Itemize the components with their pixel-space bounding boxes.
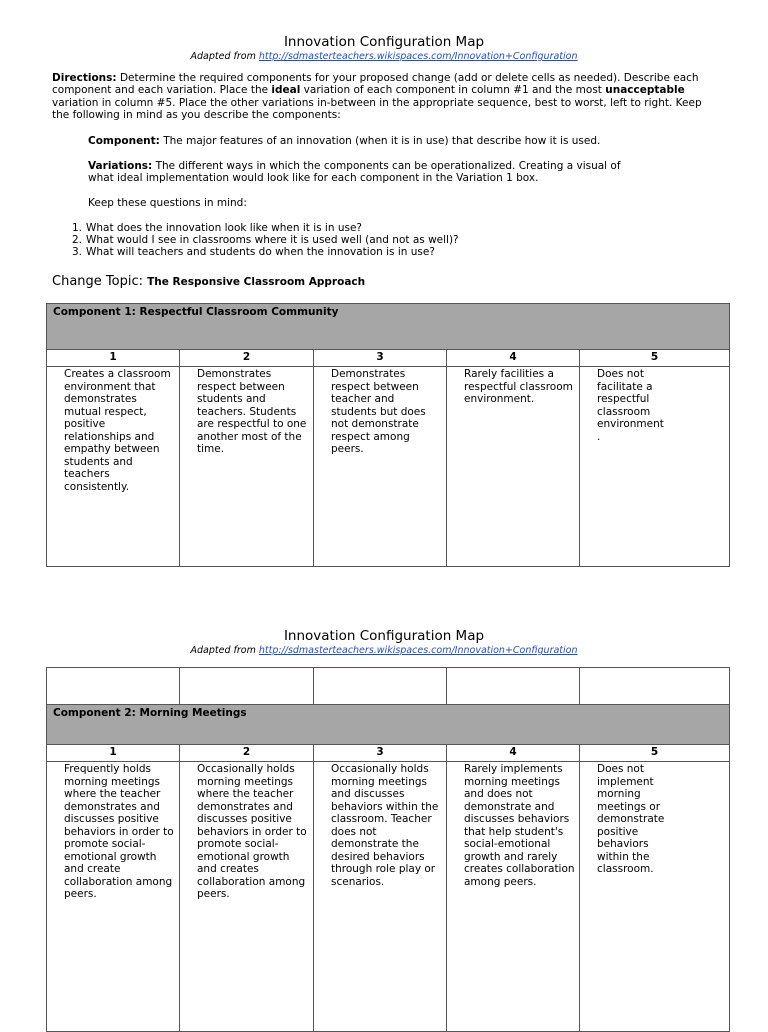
component-text: The major features of an innovation (when it is in use) that describe how it is used. <box>159 135 601 147</box>
variation-number: 2 <box>180 350 314 367</box>
variation-3-cell: Occasionally holds morning meetings and discusses behaviors within the classroom. Teacher does not demonstrate the desired behaviors through role play or scenarios. <box>314 762 447 1032</box>
empty-cell <box>180 668 314 705</box>
variations-label: Variations: <box>88 160 153 172</box>
page-title: Innovation Configuration Map <box>283 34 485 50</box>
variations-text: The different ways in which the components can be operationalized. Creating a visual of what ideal implementation would look like for each component in the Variation 1 box. <box>88 160 621 185</box>
component-1-table <box>46 303 730 567</box>
component-2-title: Component 2: Morning Meetings <box>47 705 730 745</box>
variation-number: 1 <box>47 745 180 762</box>
component-2-table <box>46 667 730 1032</box>
list-item <box>52 234 652 246</box>
source-link[interactable]: http://sdmasterteachers.wikispaces.com/Innovation+Configuration <box>258 51 578 62</box>
variation-number: 5 <box>580 350 730 367</box>
empty-cell <box>447 668 580 705</box>
directions-text-2: variation of each component in column #1 and the most <box>300 84 606 97</box>
variations-definition <box>88 160 648 185</box>
adapted-prefix: Adapted from <box>190 645 259 656</box>
change-topic <box>52 274 365 289</box>
variation-number: 3 <box>314 350 447 367</box>
variation-number: 4 <box>447 745 580 762</box>
variation-2-cell: Occasionally holds morning meetings where the teacher demonstrates and discusses positive behaviors in order to promote social-emotional growth and creates collaboration among peers. <box>180 762 314 1032</box>
variation-1-cell: Creates a classroom environment that demonstrates mutual respect, positive relationships and empathy between students and teachers consistently. <box>47 367 180 567</box>
empty-cell <box>580 668 730 705</box>
question-number: 2. <box>71 234 82 247</box>
adapted-from <box>0 51 768 62</box>
question-text: What does the innovation look like when it is in use? <box>86 222 362 234</box>
variation-number: 2 <box>180 745 314 762</box>
directions-ideal: ideal <box>271 84 301 97</box>
variation-number: 4 <box>447 350 580 367</box>
page-title-2: Innovation Configuration Map <box>283 628 485 644</box>
adapted-prefix: Adapted from <box>190 51 259 62</box>
variation-5-cell: Does not facilitate a respectful classroom environment . <box>580 367 730 567</box>
change-topic-value: The Responsive Classroom Approach <box>147 276 366 288</box>
variation-number: 5 <box>580 745 730 762</box>
variation-5-cell: Does not implement morning meetings or demonstrate positive behaviors within the classroom. <box>580 762 730 1032</box>
empty-cell <box>314 668 447 705</box>
directions-label: Directions: <box>52 72 117 84</box>
variation-4-cell: Rarely implements morning meetings and does not demonstrate and discusses behaviors that help student's social-emotional growth and rarely creates collaboration among peers. <box>447 762 580 1032</box>
question-text: What will teachers and students do when the innovation is in use? <box>86 246 435 259</box>
directions <box>52 72 722 122</box>
list-item <box>52 246 652 258</box>
questions-list <box>52 222 652 259</box>
variation-3-cell: Demonstrates respect between teacher and students but does not demonstrate respect among peers. <box>314 367 447 567</box>
variation-4-cell: Rarely facilities a respectful classroom environment. <box>447 367 580 567</box>
variation-2-cell: Demonstrates respect between students and teachers. Students are respectful to one another most of the time. <box>180 367 314 567</box>
variation-number: 3 <box>314 745 447 762</box>
variation-1-cell: Frequently holds morning meetings where the teacher demonstrates and discusses positive behaviors in order to promote social-emotional growth and create collaboration among peers. <box>47 762 180 1032</box>
variation-number: 1 <box>47 350 180 367</box>
directions-unacceptable: unacceptable <box>605 84 685 97</box>
source-link[interactable]: http://sdmasterteachers.wikispaces.com/Innovation+Configuration <box>258 645 578 656</box>
directions-text-3: variation in column #5. Place the other variations in-between in the appropriate sequence, best to worst, left to right. Keep the following in mind as you describe the components: <box>52 96 702 122</box>
component-definition <box>88 135 648 147</box>
empty-cell <box>47 668 180 705</box>
question-text: What would I see in classrooms where it is used well (and not as well)? <box>86 234 459 247</box>
component-label: Component: <box>88 135 160 147</box>
directions-text-1: Determine the required components for your proposed change (add or delete cells as needed). Describe each component and each variation. Place the <box>52 72 699 97</box>
adapted-from-2 <box>0 645 768 656</box>
change-topic-label: Change Topic: <box>52 274 148 289</box>
keep-in-mind: Keep these questions in mind: <box>88 197 247 209</box>
question-number: 1. <box>71 222 82 234</box>
list-item <box>52 222 652 234</box>
question-number: 3. <box>71 246 82 259</box>
component-1-title: Component 1: Respectful Classroom Community <box>47 304 730 350</box>
